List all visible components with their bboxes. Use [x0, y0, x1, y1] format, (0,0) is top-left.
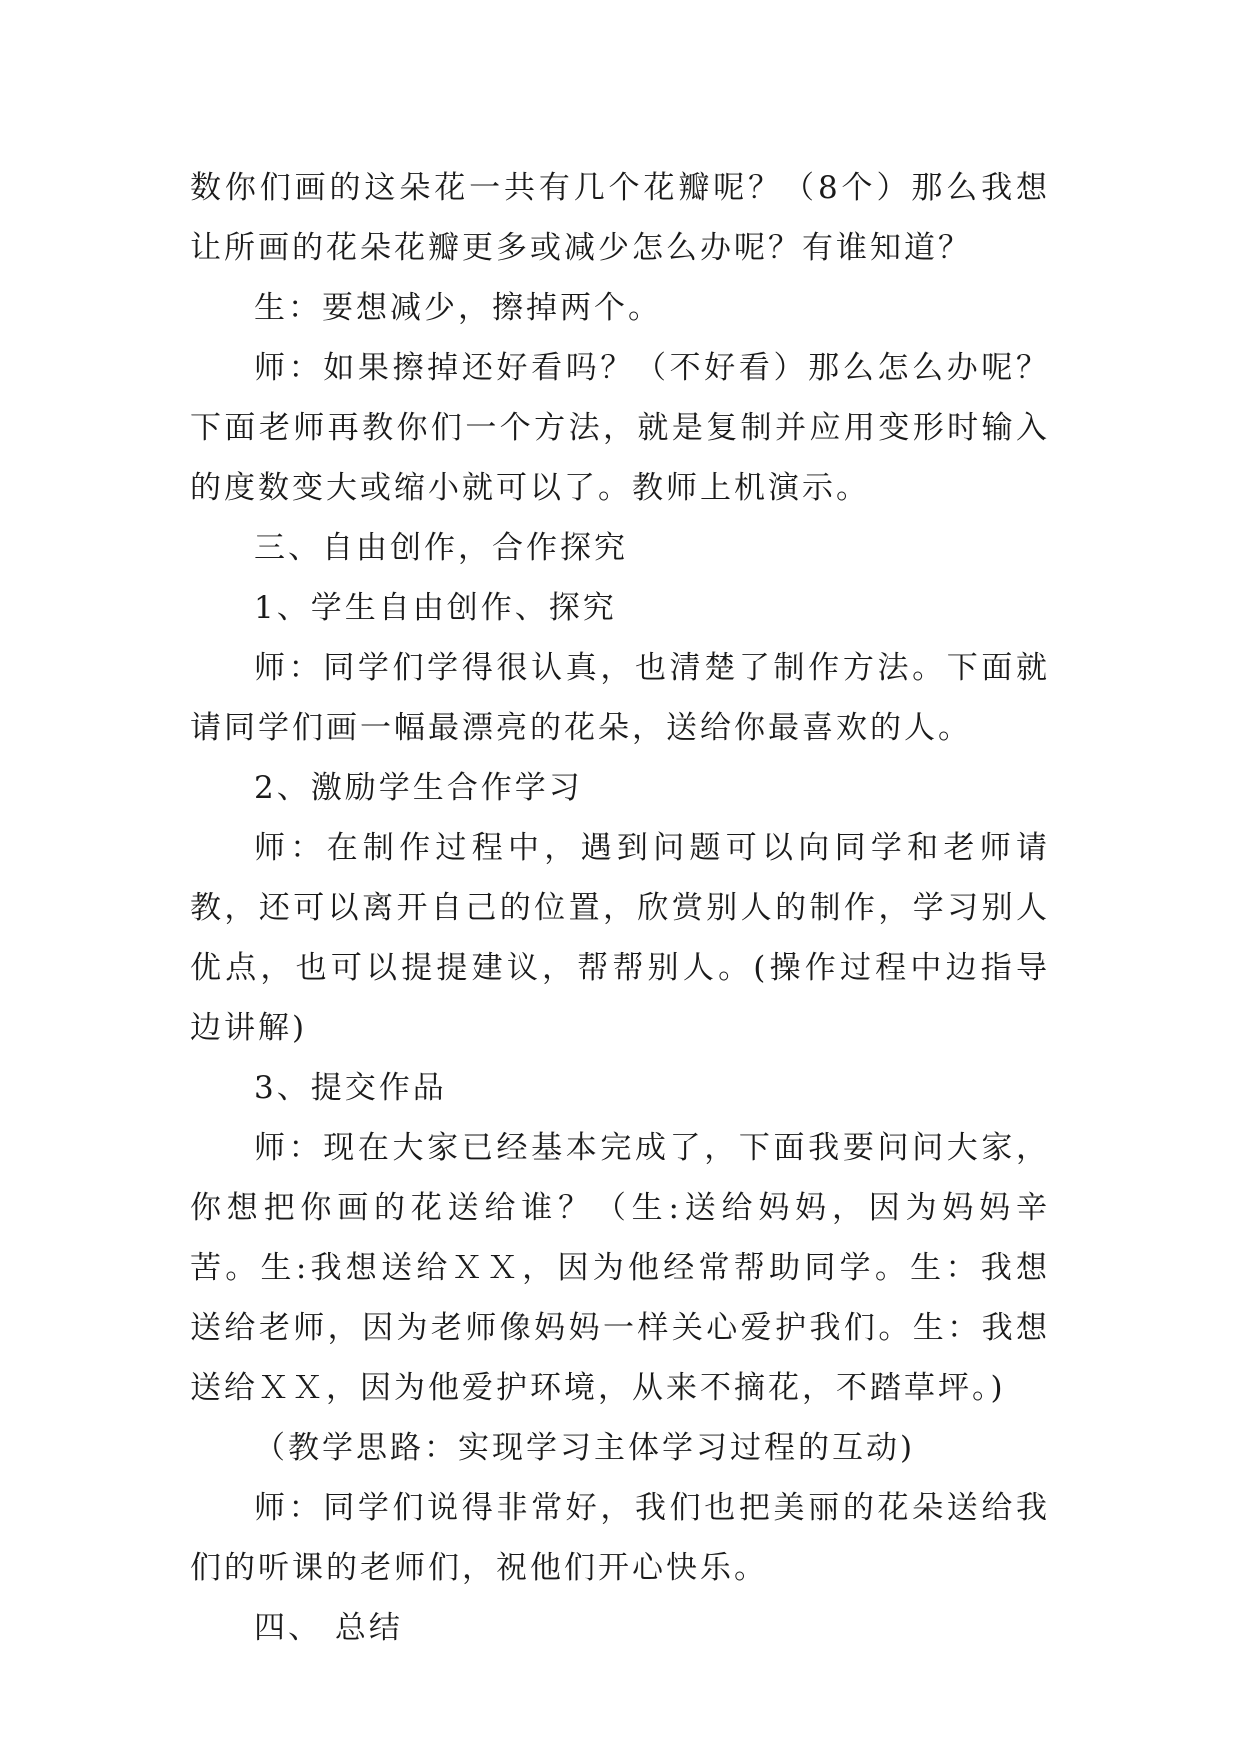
subheading-2: 2、激励学生合作学习 [254, 770, 583, 806]
teaching-note: （教学思路：实现学习主体学习过程的互动) [254, 1430, 916, 1466]
paragraph-10: 师：现在大家已经基本完成了，下面我要问问大家，你想把你画的花送给谁？（生:送给妈妈，因为妈妈辛苦。生:我想送给ＸＸ，因为他经常帮助同学。生：我想送给老师，因为老师像妈妈一样关心爱护我们。生：我想送给ＸＸ，因为他爱护环境，从来不摘花，不踏草坪。) [190, 1130, 1050, 1406]
paragraph-3: 师：如果擦掉还好看吗？（不好看）那么怎么办呢？下面老师再教你们一个方法，就是复制并应用变形时输入的度数变大或缩小就可以了。教师上机演示。 [190, 350, 1050, 506]
paragraph-2: 生：要想减少，擦掉两个。 [254, 290, 662, 326]
paragraph-1: 数你们画的这朵花一共有几个花瓣呢？（8个）那么我想让所画的花朵花瓣更多或减少怎么办呢？有谁知道？ [190, 170, 1050, 266]
subheading-3: 3、提交作品 [254, 1070, 447, 1106]
paragraph-6: 师：同学们学得很认真，也清楚了制作方法。下面就请同学们画一幅最漂亮的花朵，送给你最喜欢的人。 [190, 650, 1050, 746]
paragraph-12: 师：同学们说得非常好，我们也把美丽的花朵送给我们的听课的老师们，祝他们开心快乐。 [190, 1490, 1050, 1586]
subheading-1: 1、学生自由创作、探究 [254, 590, 617, 626]
section-heading-4: 四、 总结 [254, 1610, 403, 1646]
document-body [190, 158, 1050, 1658]
section-heading-3: 三、自由创作，合作探究 [254, 530, 628, 566]
paragraph-8: 师：在制作过程中，遇到问题可以向同学和老师请教，还可以离开自己的位置，欣赏别人的制作，学习别人优点，也可以提提建议，帮帮别人。(操作过程中边指导边讲解) [190, 830, 1050, 1046]
